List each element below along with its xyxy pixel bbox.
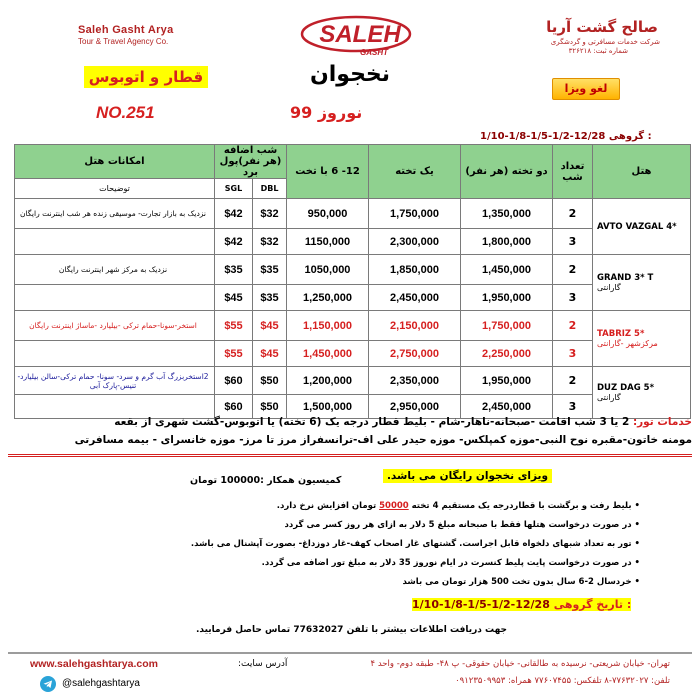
header-facilities: امکانات هتل — [15, 145, 215, 179]
divider — [8, 451, 692, 457]
child-price: 950,000 — [287, 199, 369, 229]
group-dates-value: 1/10-1/8-1/5-1/2-12/28 — [412, 598, 550, 611]
tour-services-continued: مومنه خاتون-مقبره نوح النبی-موزه کمپلکس- موزه حیدر علی اف-ترانسفراز مرز تا مرز- موزه خانسرای - بیمه مسافرتی — [74, 434, 692, 446]
header-sgl: SGL — [215, 179, 253, 199]
nights-cell: 2 — [553, 199, 593, 229]
brand-registration: شماره ثبت: ۳۲۶۲۱۸ — [568, 47, 628, 55]
services-label: خدمات تور: — [632, 416, 692, 428]
hotel-facilities: استخر-سونا-حمام ترکی -بیلیارد -ماساژ اینترنت رایگان — [15, 311, 215, 341]
nights-cell: 3 — [553, 285, 593, 311]
telegram-icon[interactable] — [40, 676, 56, 692]
table-row — [15, 341, 691, 367]
hotel-cell — [593, 311, 691, 367]
extra-dbl: $50 — [253, 395, 287, 419]
departure-dates-value: 1/10-1/8-1/5-1/2-12/28 — [480, 131, 606, 142]
price-table — [14, 144, 691, 419]
note-text: تور به تعداد شبهای دلخواه قابل اجراست. گشتهای غار اصحاب کهف-غار دوزداغ- بصورت آپشنال می باشد. — [190, 539, 632, 549]
extra-dbl: $45 — [253, 341, 287, 367]
table-row — [15, 255, 691, 285]
double-price: 1,950,000 — [461, 367, 553, 395]
note-text-end: تومان افزایش نرخ دارد. — [276, 501, 380, 511]
website-label: آدرس سایت: — [238, 659, 288, 669]
hotel-name: DUZ DAG 5* — [597, 383, 655, 393]
extra-dbl: $35 — [253, 285, 287, 311]
tour-number: NO.251 — [96, 103, 155, 122]
double-price: 1,800,000 — [461, 229, 553, 255]
nights-cell: 3 — [553, 341, 593, 367]
svg-text:SALEH: SALEH — [319, 21, 401, 48]
page-header — [0, 0, 700, 60]
hotel-facilities — [15, 229, 215, 255]
double-price: 1,350,000 — [461, 199, 553, 229]
single-price: 2,450,000 — [369, 285, 461, 311]
double-price: 2,250,000 — [461, 341, 553, 367]
nights-cell: 2 — [553, 367, 593, 395]
visa-badge: لغو ویزا — [552, 78, 620, 100]
list-item — [160, 497, 640, 516]
extra-sgl: $42 — [215, 229, 253, 255]
footer-divider — [8, 652, 692, 654]
list-item — [160, 516, 640, 535]
company-logo — [296, 14, 426, 58]
contact-info: جهت دریافت اطلاعات بیشتر با تلفن 77632027 تماس حاصل فرمایید. — [196, 625, 508, 635]
single-price: 2,150,000 — [369, 311, 461, 341]
agent-commission: کمیسیون همکار :100000 تومان — [190, 475, 342, 486]
extra-sgl: $45 — [215, 285, 253, 311]
tour-services — [8, 416, 692, 428]
hotel-name: TABRIZ 5* — [597, 329, 645, 339]
child-price: 1,450,000 — [287, 341, 369, 367]
visa-free-notice: ویزای نخجوان رایگان می باشد. — [383, 469, 552, 483]
extra-dbl: $35 — [253, 255, 287, 285]
single-price: 2,350,000 — [369, 367, 461, 395]
table-row — [15, 311, 691, 341]
hotel-cell — [593, 367, 691, 419]
note-text: بلیط رفت و برگشت با قطاردرجه یک مستقیم 4 تخته — [408, 501, 632, 511]
group-dates — [412, 598, 631, 611]
company-address: تهران- خیابان شریعتی- نرسیده به طالقانی- خیابان حقوقی- پ ۴۸- طبقه دوم- واحد ۴ — [370, 659, 670, 669]
single-price: 2,950,000 — [369, 395, 461, 419]
header-double: دو تخته (هر نفر) — [461, 145, 553, 199]
hotel-name: GRAND 3* T — [597, 273, 654, 283]
extra-dbl: $32 — [253, 199, 287, 229]
header-extra-night: شب اضافه (هر نفر)پول برد — [215, 145, 287, 179]
notes-list — [160, 497, 640, 592]
nights-cell: 2 — [553, 311, 593, 341]
header-nights: تعداد شب — [553, 145, 593, 199]
double-price: 1,450,000 — [461, 255, 553, 285]
header-notes: توضیحات — [15, 179, 215, 199]
note-text: در صورت درخواست هتلها فقط با صبحانه مبلغ 5 دلار به ازای هر روز کسر می گردد — [284, 520, 632, 530]
extra-sgl: $60 — [215, 395, 253, 419]
extra-dbl: $45 — [253, 311, 287, 341]
table-row — [15, 229, 691, 255]
brand-subtitle-en: Tour & Travel Agency Co. — [78, 37, 169, 46]
child-price: 1,150,000 — [287, 311, 369, 341]
table-row — [15, 199, 691, 229]
brand-name-fa: صالح گشت آریا — [546, 18, 658, 36]
departure-dates — [480, 131, 652, 142]
hotel-cell — [593, 199, 691, 255]
note-highlight: 50000 — [379, 501, 409, 511]
hotel-facilities — [15, 341, 215, 367]
single-price: 1,750,000 — [369, 199, 461, 229]
extra-sgl: $55 — [215, 311, 253, 341]
nights-cell: 3 — [553, 395, 593, 419]
extra-sgl: $55 — [215, 341, 253, 367]
transport-banner: قطار و اتوبوس — [84, 66, 208, 88]
departure-dates-label: گروهی : — [608, 131, 652, 142]
hotel-name: AVTO VAZGAL 4* — [597, 221, 677, 232]
contact-phones: تلفن: ۷۷۶۳۲۰۲۷-۸ تلفکس: ۷۷۶۰۷۴۵۵ همراه: ۰۹۱۲۳۵۰۹۹۵۳ — [455, 676, 670, 686]
child-price: 1050,000 — [287, 255, 369, 285]
destination-title: نخجوان — [309, 62, 391, 87]
hotel-facilities: نزدیک به مرکز شهر اینترنت رایگان — [15, 255, 215, 285]
website-link[interactable]: www.salehgashtarya.com — [30, 658, 158, 670]
child-price: 1,250,000 — [287, 285, 369, 311]
note-text: خردسال 2-6 سال بدون تخت 500 هزار تومان می باشد — [402, 577, 632, 587]
hotel-facilities: 2استخربزرگ آب گرم و سرد- سونا- حمام ترکی-سالن بیلیارد-تنیس-پارک آبی — [15, 367, 215, 395]
list-item — [160, 573, 640, 592]
header-single: یک تخته — [369, 145, 461, 199]
services-text: 2 یا 3 شب اقامت -صبحانه-ناهار-شام - بلیط قطار درجه یک (6 تخته) یا اتوبوس-گشت شهری از بقعه — [114, 416, 630, 428]
tour-season: نوروز 99 — [290, 103, 363, 122]
single-price: 1,850,000 — [369, 255, 461, 285]
double-price: 2,450,000 — [461, 395, 553, 419]
double-price: 1,750,000 — [461, 311, 553, 341]
extra-sgl: $60 — [215, 367, 253, 395]
hotel-cell — [593, 255, 691, 311]
brand-subtitle-fa: شرکت خدمات مسافرتی و گردشگری — [550, 38, 660, 46]
header-child: 12- 6 با تخت — [287, 145, 369, 199]
header-hotel: هتل — [593, 145, 691, 199]
group-dates-label: تاریخ گروهی : — [553, 598, 632, 611]
hotel-facilities — [15, 285, 215, 311]
hotel-note: گارانتی — [597, 283, 621, 292]
list-item — [160, 535, 640, 554]
extra-dbl: $50 — [253, 367, 287, 395]
instagram-handle[interactable]: @salehgashtarya — [62, 678, 140, 689]
header-dbl: DBL — [253, 179, 287, 199]
double-price: 1,950,000 — [461, 285, 553, 311]
child-price: 1150,000 — [287, 229, 369, 255]
extra-sgl: $42 — [215, 199, 253, 229]
list-item — [160, 554, 640, 573]
single-price: 2,300,000 — [369, 229, 461, 255]
brand-name-en: Saleh Gasht Arya — [78, 24, 174, 36]
table-row — [15, 367, 691, 395]
single-price: 2,750,000 — [369, 341, 461, 367]
svg-text:GASHT: GASHT — [360, 48, 388, 57]
extra-dbl: $32 — [253, 229, 287, 255]
note-text: در صورت درخواست پایت پلیط کنسرت در ایام نوروز 35 دلار به مبلغ تور اضافه می گردد. — [261, 558, 632, 568]
nights-cell: 2 — [553, 255, 593, 285]
hotel-facilities — [15, 395, 215, 419]
nights-cell: 3 — [553, 229, 593, 255]
child-price: 1,200,000 — [287, 367, 369, 395]
table-row — [15, 395, 691, 419]
hotel-facilities: نزدیک به بازار تجارت- موسیقی زنده هر شب اینترنت رایگان — [15, 199, 215, 229]
extra-sgl: $35 — [215, 255, 253, 285]
table-row — [15, 285, 691, 311]
hotel-note: مرکزشهر -گارانتی — [597, 339, 658, 348]
child-price: 1,500,000 — [287, 395, 369, 419]
hotel-note: گارانتی — [597, 393, 621, 402]
